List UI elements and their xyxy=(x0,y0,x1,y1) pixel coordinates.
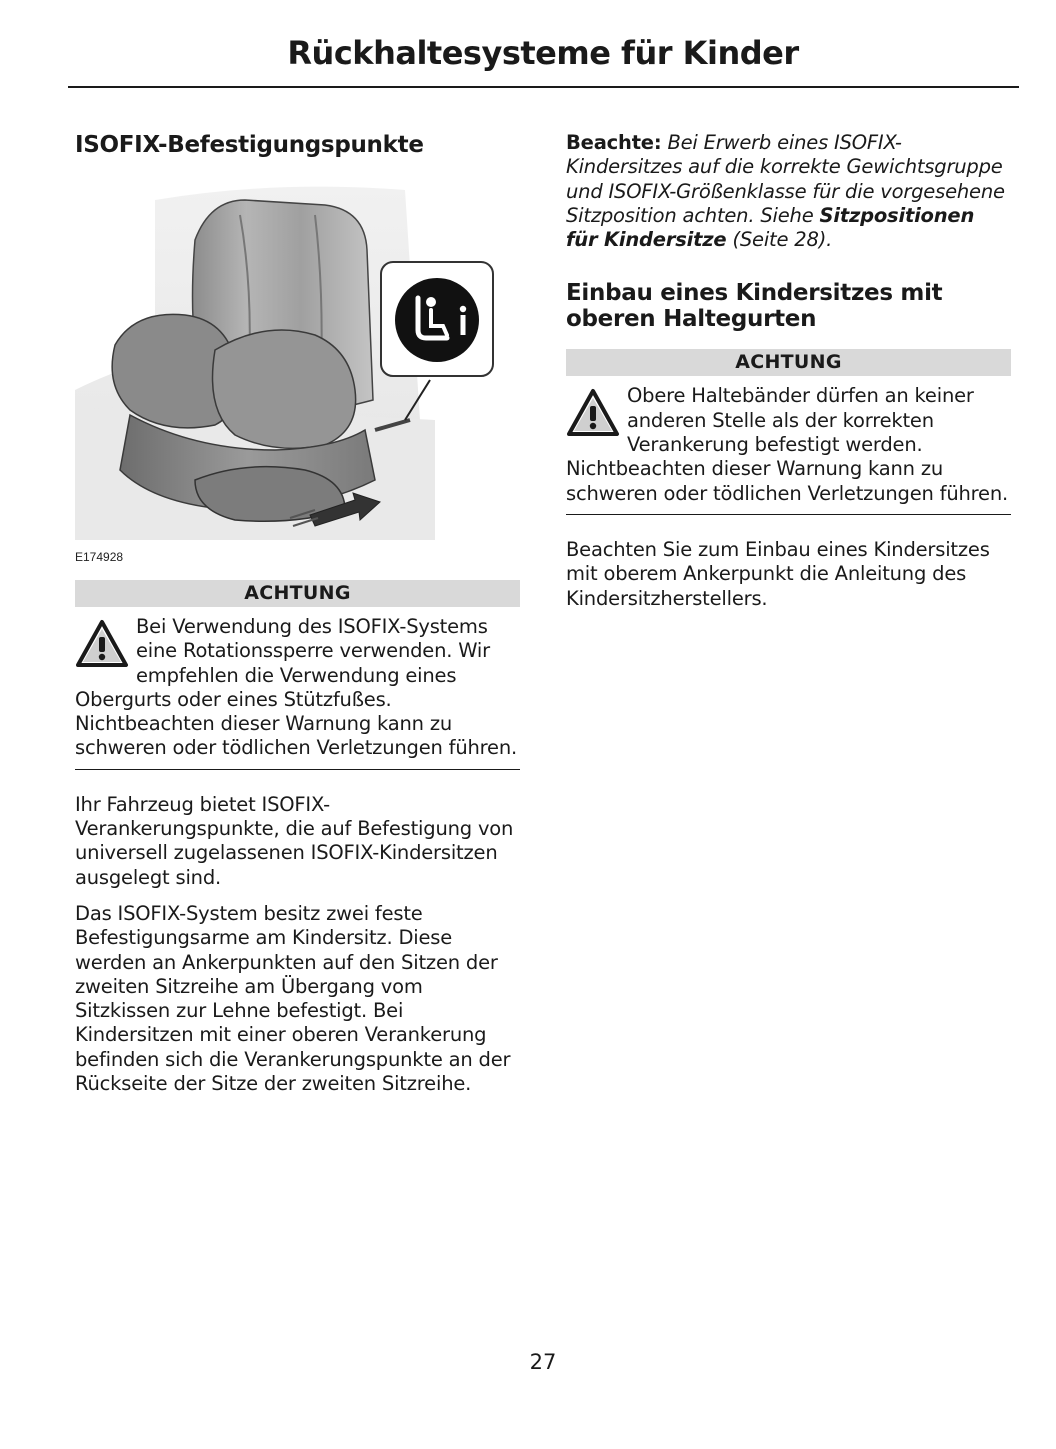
section-heading-top-tether: Einbau eines Kindersitzes mit oberen Haltegurten xyxy=(566,280,943,333)
left-column xyxy=(75,130,520,1096)
isofix-illustration xyxy=(75,180,520,564)
warning-box-top-tether xyxy=(566,349,1011,514)
child-seat-illustration xyxy=(75,180,520,550)
warning-text: Obere Haltebänder dürfen an keiner anderen Stelle als der korrekten Verankerung befestigt werden. Nichtbeachten dieser Warnung kann zu schweren oder tödlichen Verletzungen führen. xyxy=(566,384,1008,505)
note-label: Beachte: xyxy=(566,131,662,154)
warning-triangle-icon xyxy=(566,386,620,442)
note-text: Bei Erwerb eines ISOFIX-Kindersitzes auf die korrekte Gewichtsgruppe und ISOFIX-Größenklasse für die vorgesehene Sitzposition achten. Siehe xyxy=(566,131,1005,227)
warning-triangle-icon xyxy=(75,617,129,673)
note-page-ref: (Seite 28). xyxy=(732,228,833,252)
paragraph-1: Ihr Fahrzeug bietet ISOFIX-Verankerungspunkte, die auf Befestigung von universell zugelassenen ISOFIX-Kindersitzen ausgelegt sind. xyxy=(75,792,514,889)
paragraph-top-tether: Beachten Sie zum Einbau eines Kindersitzes mit oberem Ankerpunkt die Anleitung des Kindersitzherstellers. xyxy=(566,537,990,610)
warning-body xyxy=(566,376,1011,505)
warning-box-isofix xyxy=(75,580,520,770)
note-cross-reference-link[interactable]: Sitzpositionen für Kindersitze xyxy=(566,203,975,252)
paragraph-2: Das ISOFIX-System besitz zwei feste Befestigungsarme am Kindersitz. Diese werden an Ankerpunkten auf den Sitzen der zweiten Sitzreihe am Übergang vom Sitzkissen zur Lehne befestigt. Bei Kindersitzen mit einer oberen Verankerung befinden sich die Verankerungspunkte an der Rückseite der Sitze der zweiten Sitzreihe. xyxy=(75,901,511,1096)
warning-text: Bei Verwendung des ISOFIX-Systems eine Rotationssperre verwenden. Wir empfehlen die Verwendung eines Obergurts oder eines Stützfußes. Nichtbeachten dieser Warnung kann zu schweren oder tödlichen Verletzungen führen. xyxy=(75,615,517,760)
warning-header: ACHTUNG xyxy=(566,349,1011,376)
figure-id: E174928 xyxy=(75,550,124,564)
warning-header: ACHTUNG xyxy=(75,580,520,607)
section-heading-isofix: ISOFIX-Befestigungspunkte xyxy=(75,132,424,158)
note-paragraph xyxy=(566,131,1011,252)
page-title: Rückhaltesysteme für Kinder xyxy=(287,34,799,72)
page-number: 27 xyxy=(529,1350,557,1374)
right-column xyxy=(566,130,1011,611)
warning-body xyxy=(75,607,520,761)
title-divider xyxy=(68,86,1019,88)
